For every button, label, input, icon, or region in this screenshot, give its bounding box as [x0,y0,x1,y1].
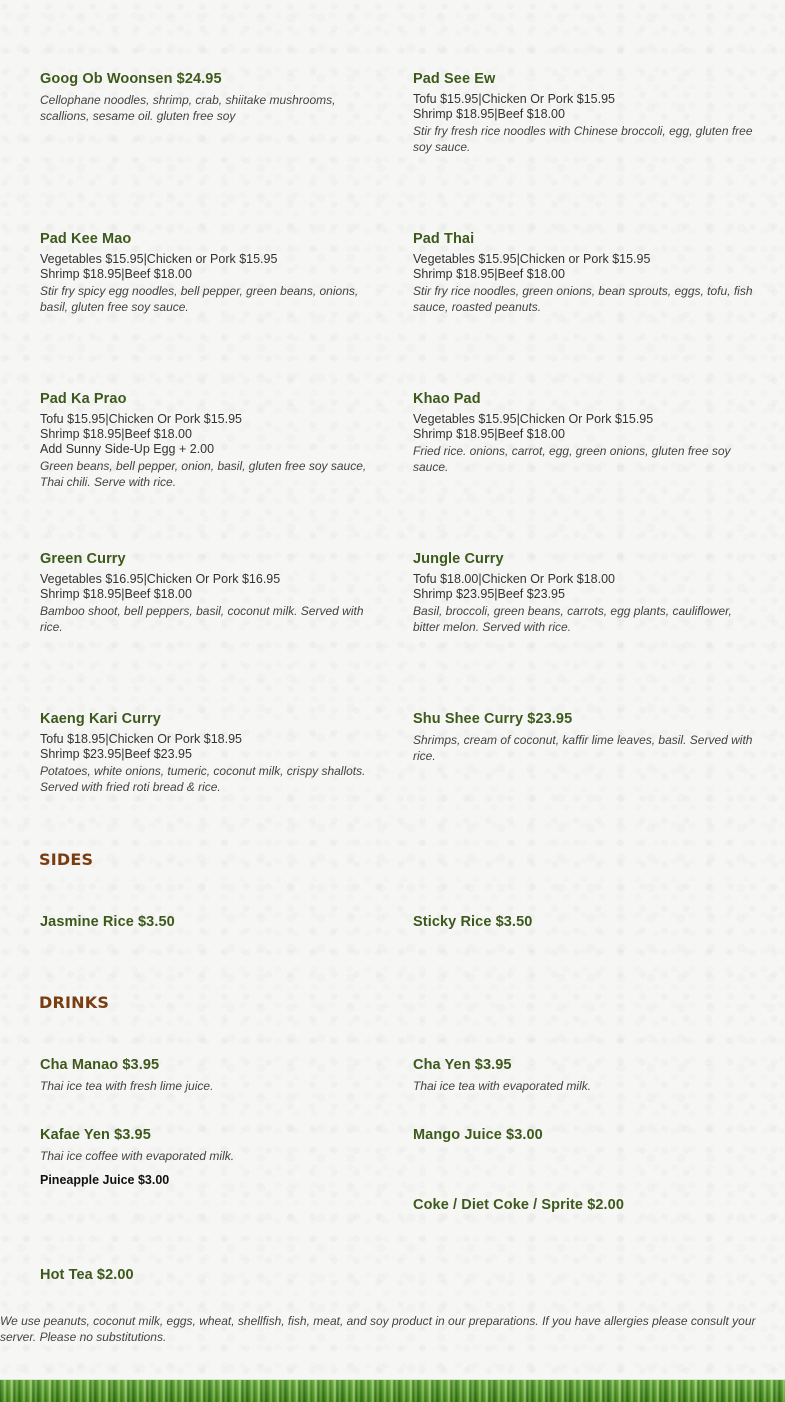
menu-item-green-curry [40,550,380,635]
menu-item-khao-pad [413,390,753,475]
item-description: Potatoes, white onions, tumeric, coconut milk, crispy shallots. Served with fried roti bread & rice. [40,764,366,794]
item-description: Fried rice. onions, carrot, egg, green onions, gluten free soy sauce. [413,444,731,474]
menu-item-kaeng-kari-curry [40,710,380,795]
menu-item-jasmine-rice [40,913,380,935]
menu-item-jungle-curry [413,550,753,635]
item-description: Basil, broccoli, green beans, carrots, egg plants, cauliflower, bitter melon. Served with rice. [413,604,732,634]
item-price: Tofu $15.95|Chicken Or Pork $15.95 [413,92,615,106]
menu-item-hot-tea [40,1266,380,1288]
item-name: Pad See Ew [413,71,496,87]
item-price: Vegetables $15.95|Chicken or Pork $15.95 [40,252,278,266]
menu-item-cha-manao [40,1056,380,1094]
item-price: Vegetables $15.95|Chicken Or Pork $15.95 [413,412,654,426]
item-name: Cha Yen $3.95 [413,1057,512,1073]
item-name: Pad Ka Prao [40,391,127,407]
item-price: Shrimp $23.95|Beef $23.95 [40,747,192,761]
menu-item-pad-ka-prao [40,390,380,490]
item-addon: Add Sunny Side-Up Egg + 2.00 [40,442,215,456]
menu-item-pineapple-juice: Pineapple Juice $3.00 [40,1173,170,1187]
item-description: Shrimps, cream of coconut, kaffir lime leaves, basil. Served with rice. [413,733,753,763]
item-name: Pad Thai [413,231,475,247]
item-name: Khao Pad [413,391,481,407]
item-description: Thai ice coffee with evaporated milk. [40,1149,235,1163]
item-price: Shrimp $18.95|Beef $18.00 [413,427,565,441]
item-description: Green beans, bell pepper, onion, basil, gluten free soy sauce, Thai chili. Serve with rice. [40,459,367,489]
section-title-sides: SIDES [39,850,94,869]
item-price: Tofu $18.95|Chicken Or Pork $18.95 [40,732,242,746]
menu-item-mango-juice [413,1126,753,1148]
item-description: Cellophane noodles, shrimp, crab, shiitake mushrooms, scallions, sesame oil. gluten free soy [40,93,336,123]
item-price: Vegetables $15.95|Chicken or Pork $15.95 [413,252,651,266]
grass-banner-image [0,1379,785,1402]
menu-item-sticky-rice [413,913,753,935]
item-price: Tofu $18.00|Chicken Or Pork $18.00 [413,572,615,586]
item-name: Pad Kee Mao [40,231,132,247]
item-name: Green Curry [40,551,126,567]
menu-item-goog-ob-woonsen [40,70,380,124]
item-price: Tofu $15.95|Chicken Or Pork $15.95 [40,412,242,426]
menu-item-kafae-yen [40,1126,380,1164]
menu-item-pad-kee-mao [40,230,380,315]
item-name: Jasmine Rice $3.50 [40,914,175,930]
item-price: Shrimp $18.95|Beef $18.00 [40,427,192,441]
menu-item-shu-shee-curry [413,710,753,764]
item-description: Stir fry fresh rice noodles with Chinese broccoli, egg, gluten free soy sauce. [413,124,753,154]
item-name: Jungle Curry [413,551,504,567]
item-price: Shrimp $18.95|Beef $18.00 [413,107,565,121]
menu-item-pad-see-ew [413,70,753,155]
item-price: Shrimp $23.95|Beef $23.95 [413,587,565,601]
item-price: Vegetables $16.95|Chicken Or Pork $16.95 [40,572,281,586]
item-description: Stir fry spicy egg noodles, bell pepper, green beans, onions, basil, gluten free soy sauce. [40,284,359,314]
item-description: Thai ice tea with evaporated milk. [413,1079,592,1093]
item-name: Kaeng Kari Curry [40,711,161,727]
item-description: Thai ice tea with fresh lime juice. [40,1079,214,1093]
item-price: Shrimp $18.95|Beef $18.00 [40,267,192,281]
item-name: Mango Juice $3.00 [413,1127,543,1143]
item-name: Shu Shee Curry $23.95 [413,711,573,727]
item-name: Kafae Yen $3.95 [40,1127,151,1143]
item-name: Hot Tea $2.00 [40,1267,134,1283]
item-price: Shrimp $18.95|Beef $18.00 [40,587,192,601]
item-price: Shrimp $18.95|Beef $18.00 [413,267,565,281]
item-name: Sticky Rice $3.50 [413,914,533,930]
section-title-drinks: DRINKS [39,993,110,1012]
menu-item-soda [413,1196,753,1218]
item-name: Goog Ob Woonsen $24.95 [40,71,222,87]
menu-item-pad-thai [413,230,753,315]
item-name: Coke / Diet Coke / Sprite $2.00 [413,1197,625,1213]
item-description: Bamboo shoot, bell peppers, basil, coconut milk. Served with rice. [40,604,364,634]
menu-item-cha-yen [413,1056,753,1094]
allergy-notice: We use peanuts, coconut milk, eggs, wheat, shellfish, fish, meat, and soy product in our preparations. If you have allergies please consult your server. Please no substitutions. [0,1314,756,1344]
item-name: Cha Manao $3.95 [40,1057,160,1073]
item-description: Stir fry rice noodles, green onions, bean sprouts, eggs, tofu, fish sauce, roasted peanuts. [413,284,753,314]
